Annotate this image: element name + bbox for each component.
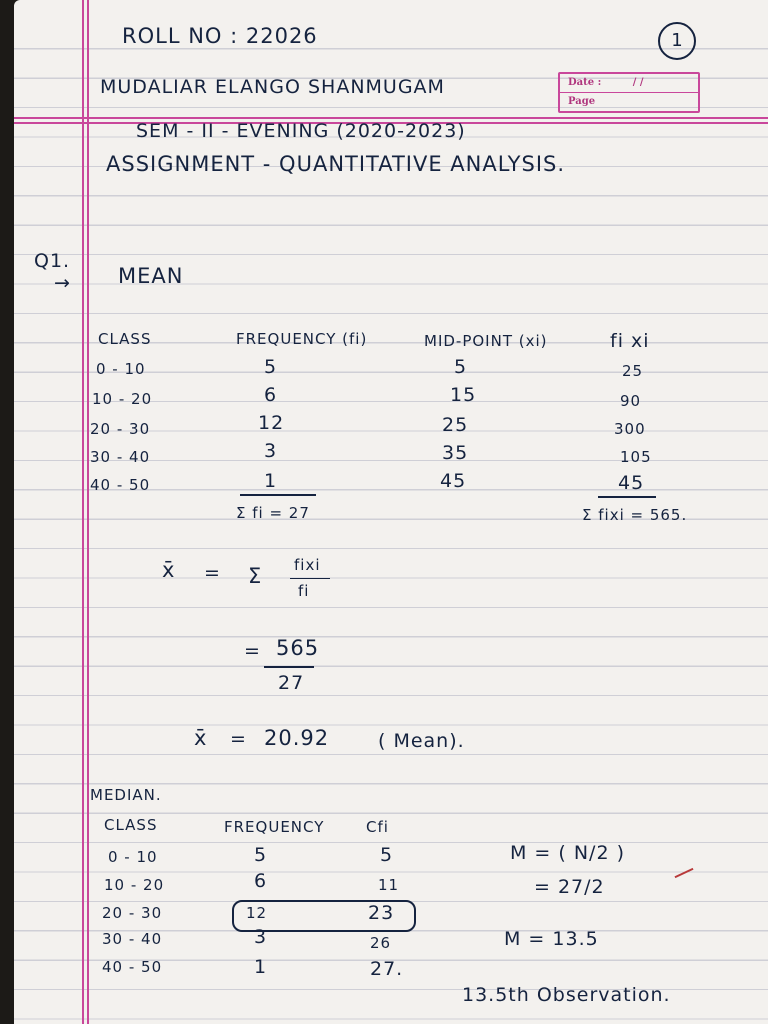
- table-cell: 105: [620, 448, 652, 466]
- median-cell: 12: [246, 904, 268, 922]
- table-cell: 300: [614, 420, 646, 438]
- roll-number: ROLL NO : 22026: [122, 24, 318, 48]
- median-cell: 26: [370, 934, 392, 952]
- median-cell: 6: [254, 870, 268, 892]
- date-value: / /: [632, 77, 644, 88]
- table-cell: 3: [264, 440, 278, 462]
- table-cell: 0 - 10: [96, 360, 146, 378]
- arrow-icon: →: [54, 272, 71, 294]
- table-cell: 12: [258, 412, 285, 434]
- table-cell: 90: [620, 392, 642, 410]
- median-cell: 20 - 30: [102, 904, 163, 922]
- page-label: Page: [568, 96, 596, 107]
- date-page-box: [558, 72, 700, 113]
- table-cell: 10 - 20: [92, 390, 153, 408]
- fraction-rule: [264, 666, 314, 668]
- sum-rule: [240, 494, 316, 496]
- mean-title: MEAN: [118, 264, 184, 288]
- median-cell: 11: [378, 876, 400, 894]
- table-cell: 25: [442, 414, 469, 436]
- table-cell: 45: [618, 472, 645, 494]
- median-formula: M = ( N/2 ): [510, 842, 625, 864]
- median-cell: 0 - 10: [108, 848, 158, 866]
- margin-line: [82, 0, 84, 1024]
- median-value: M = 13.5: [504, 928, 599, 950]
- median-cell: 1: [254, 956, 268, 978]
- fraction-rule: [290, 578, 330, 579]
- table-cell: 20 - 30: [90, 420, 151, 438]
- header-rule: [14, 117, 768, 119]
- median-cell: 27.: [370, 958, 404, 980]
- assignment-title: ASSIGNMENT - QUANTITATIVE ANALYSIS.: [106, 152, 566, 176]
- median-header-frequency: FREQUENCY: [224, 818, 325, 836]
- question-label: Q1.: [34, 250, 71, 272]
- median-cell: 10 - 20: [104, 876, 165, 894]
- semester: SEM - II - EVENING (2020-2023): [136, 120, 466, 142]
- table-cell: 5: [454, 356, 468, 378]
- red-tick-mark: [675, 868, 694, 878]
- col-header-class: CLASS: [98, 330, 152, 348]
- page-row: [560, 92, 698, 111]
- col-header-frequency: FREQUENCY (fi): [236, 330, 368, 348]
- col-header-midpoint: MID-POINT (xi): [424, 332, 548, 350]
- table-cell: 5: [264, 356, 278, 378]
- median-cell: 3: [254, 926, 268, 948]
- formula-sigma: Σ: [248, 564, 263, 588]
- median-title: MEDIAN.: [90, 786, 162, 804]
- sum-frequency: Σ fi = 27: [236, 504, 310, 522]
- col-header-fixi: fi xi: [610, 330, 650, 352]
- median-cell: 5: [254, 844, 268, 866]
- formula-xbar: x̄: [162, 558, 176, 582]
- table-cell: 1: [264, 470, 278, 492]
- sum-rule: [598, 496, 656, 498]
- median-substitution: = 27/2: [534, 876, 605, 898]
- table-cell: 30 - 40: [90, 448, 151, 466]
- sum-fixi: Σ fixi = 565.: [582, 506, 688, 524]
- result-note: ( Mean).: [378, 730, 465, 752]
- sub-eq: =: [244, 640, 261, 662]
- date-label: Date :: [568, 77, 602, 88]
- table-cell: 15: [450, 384, 477, 406]
- median-cell: 5: [380, 844, 394, 866]
- formula-numerator: fixi: [294, 556, 321, 574]
- median-cell: 23: [368, 902, 395, 924]
- table-cell: 6: [264, 384, 278, 406]
- formula-denominator: fi: [298, 582, 310, 600]
- notebook-page: [14, 0, 768, 1024]
- result-eq: =: [230, 728, 247, 750]
- sub-numerator: 565: [276, 636, 320, 660]
- date-row: [560, 74, 698, 92]
- formula-eq: =: [204, 562, 221, 584]
- sub-denominator: 27: [278, 672, 305, 694]
- page-number: 1: [658, 22, 696, 60]
- median-observation: 13.5th Observation.: [462, 984, 671, 1006]
- table-cell: 25: [622, 362, 644, 380]
- margin-line: [87, 0, 89, 1024]
- table-cell: 40 - 50: [90, 476, 151, 494]
- median-cell: 40 - 50: [102, 958, 163, 976]
- table-cell: 45: [440, 470, 467, 492]
- result-xbar: x̄: [194, 726, 208, 750]
- result-value: 20.92: [264, 726, 330, 750]
- median-cell: 30 - 40: [102, 930, 163, 948]
- table-cell: 35: [442, 442, 469, 464]
- median-header-cf: Cfi: [366, 818, 389, 836]
- student-name: MUDALIAR ELANGO SHANMUGAM: [100, 76, 445, 98]
- median-header-class: CLASS: [104, 816, 158, 834]
